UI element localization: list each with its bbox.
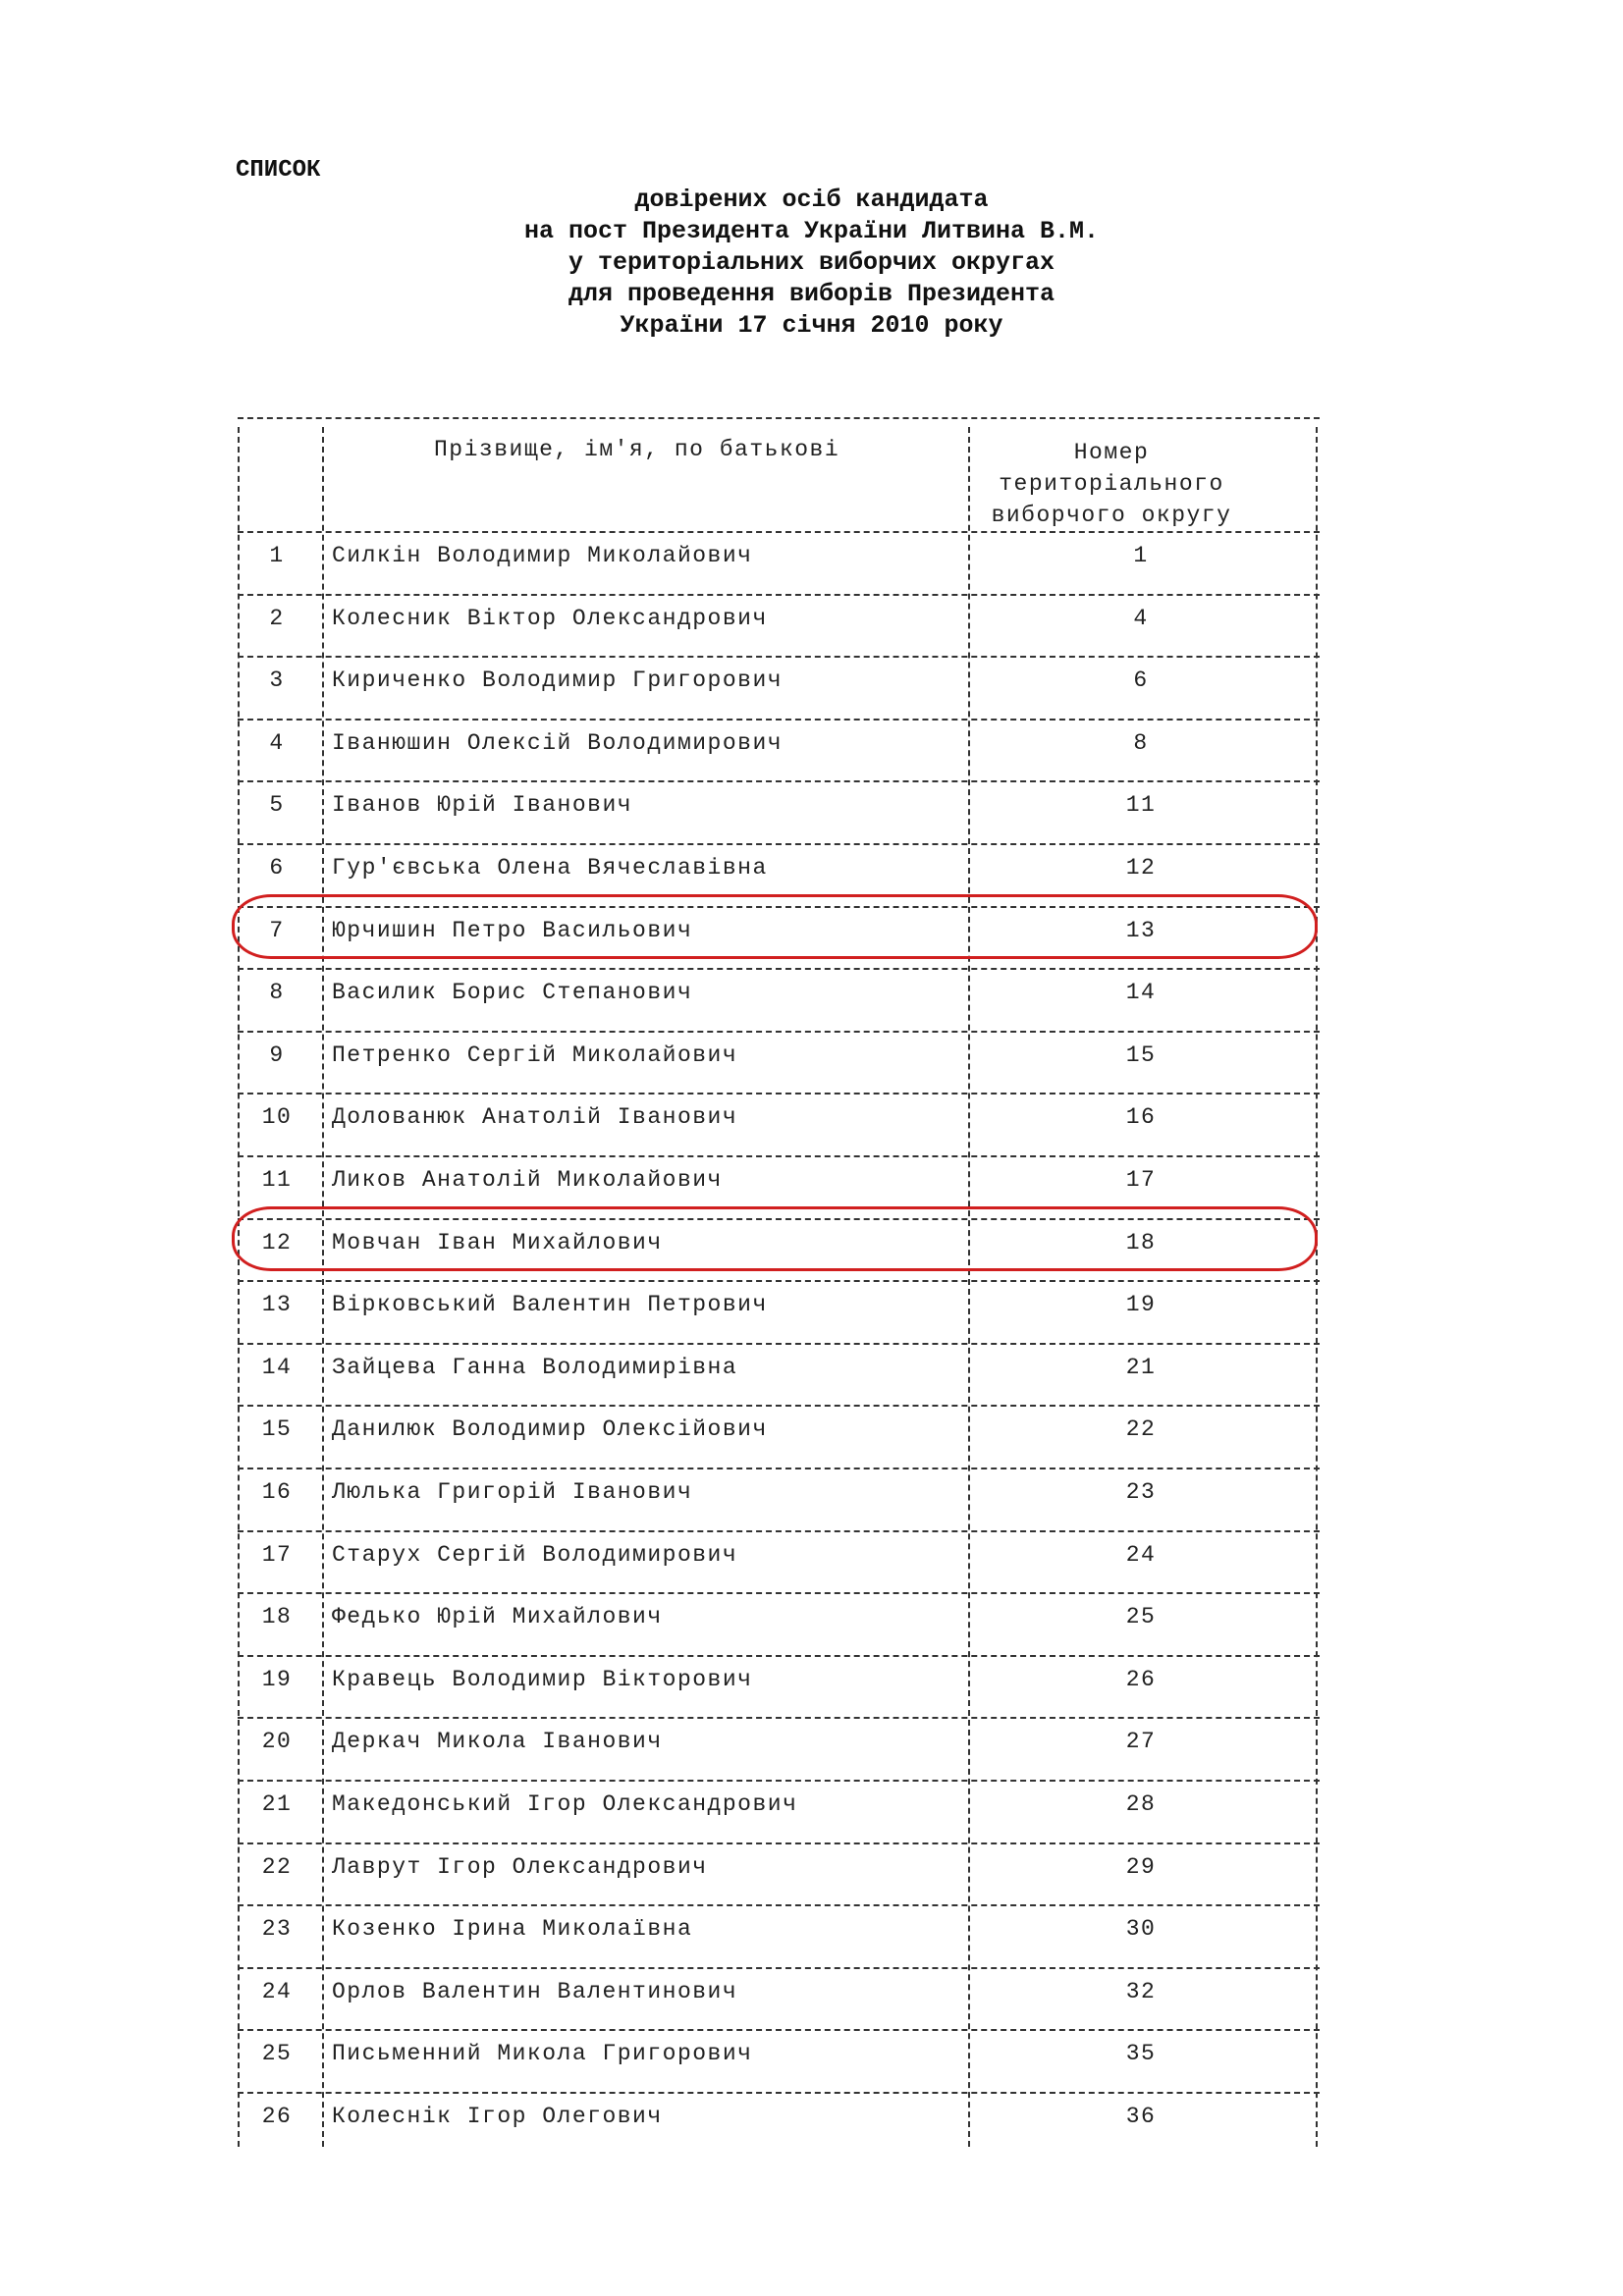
- trustee-name: Лаврут Ігор Олександрович: [332, 1853, 708, 1880]
- table-row: [238, 1292, 1320, 1331]
- trustee-name: Козенко Ірина Миколаївна: [332, 1916, 693, 1943]
- district-number: 32: [1125, 1978, 1157, 2004]
- row-number: 17: [261, 1541, 293, 1568]
- table-row: [238, 1791, 1320, 1831]
- row-divider: [238, 968, 1320, 970]
- district-number: 28: [1125, 1791, 1157, 1817]
- trustee-name: Данилюк Володимир Олексійович: [332, 1416, 768, 1443]
- district-number: 1: [1133, 543, 1149, 568]
- row-divider: [238, 656, 1320, 658]
- table-row: [238, 792, 1320, 831]
- trustee-name: Деркач Микола Іванович: [332, 1729, 663, 1755]
- header-district-line: Номер: [1073, 440, 1150, 465]
- district-number: 8: [1133, 729, 1149, 756]
- district-number: 30: [1125, 1916, 1157, 1943]
- district-number: 15: [1125, 1041, 1157, 1068]
- row-number: 16: [261, 1479, 293, 1505]
- district-number: 4: [1133, 605, 1149, 631]
- row-divider: [238, 2092, 1320, 2094]
- district-number: 6: [1133, 667, 1149, 694]
- trustee-name: Федько Юрій Михайлович: [332, 1604, 663, 1630]
- table-row: [238, 543, 1320, 582]
- table-row: [238, 1416, 1320, 1456]
- district-number: 23: [1125, 1479, 1157, 1505]
- district-number: 19: [1125, 1292, 1157, 1318]
- row-number: 12: [261, 1229, 293, 1255]
- table-row: [238, 1355, 1320, 1394]
- header-district-line: територіального: [999, 471, 1224, 497]
- row-divider: [238, 1904, 1320, 1906]
- table-row: [238, 2104, 1320, 2143]
- row-number: 22: [261, 1853, 293, 1880]
- row-divider: [238, 1280, 1320, 1282]
- row-number: 6: [269, 855, 285, 881]
- header-district: [964, 437, 1259, 531]
- row-number: 7: [269, 917, 285, 943]
- row-divider: [238, 843, 1320, 845]
- trustee-name: Кириченко Володимир Григорович: [332, 667, 784, 694]
- table-row: [238, 730, 1320, 770]
- table-row: [238, 2041, 1320, 2080]
- row-number: 4: [269, 729, 285, 756]
- table-row: [238, 1104, 1320, 1144]
- row-divider: [238, 1592, 1320, 1594]
- trustee-name: Долованюк Анатолій Іванович: [332, 1104, 738, 1131]
- trustee-name: Іванюшин Олексій Володимирович: [332, 729, 784, 756]
- table-row: [238, 855, 1320, 894]
- table-row: [238, 1542, 1320, 1581]
- row-divider: [238, 719, 1320, 721]
- row-divider: [238, 780, 1320, 782]
- district-number: 21: [1125, 1354, 1157, 1380]
- trustee-name: Письменний Микола Григорович: [332, 2041, 753, 2067]
- row-number: 10: [261, 1104, 293, 1131]
- row-number: 1: [269, 543, 285, 568]
- row-divider: [238, 1780, 1320, 1782]
- district-number: 26: [1125, 1666, 1157, 1692]
- district-number: 17: [1125, 1167, 1157, 1193]
- trustee-name: Македонський Ігор Олександрович: [332, 1791, 798, 1817]
- table-row: [238, 1979, 1320, 2018]
- trustee-name: Гур'євська Олена Вячеславівна: [332, 855, 768, 881]
- header-district-line: виборчого округу: [991, 503, 1232, 528]
- row-number: 19: [261, 1666, 293, 1692]
- row-divider: [238, 1842, 1320, 1844]
- row-number: 8: [269, 980, 285, 1006]
- row-number: 25: [261, 2041, 293, 2067]
- table-row: [238, 1042, 1320, 1082]
- row-number: 24: [261, 1978, 293, 2004]
- title-line: України 17 січня 2010 року: [620, 311, 1003, 340]
- table-row: [238, 1854, 1320, 1894]
- row-number: 26: [261, 2104, 293, 2129]
- row-number: 15: [261, 1416, 293, 1443]
- row-divider: [238, 1155, 1320, 1157]
- trustee-name: Петренко Сергій Миколайович: [332, 1041, 738, 1068]
- row-number: 18: [261, 1604, 293, 1630]
- row-divider: [238, 2029, 1320, 2031]
- header-name: Прізвище, ім'я, по батькові: [434, 437, 840, 462]
- row-divider: [238, 1405, 1320, 1407]
- trustee-name: Мовчан Іван Михайлович: [332, 1229, 663, 1255]
- table-row: [238, 1667, 1320, 1706]
- trustee-name: Зайцева Ганна Володимирівна: [332, 1354, 738, 1380]
- trustee-name: Кравець Володимир Вікторович: [332, 1666, 753, 1692]
- trustee-name: Колеснік Ігор Олегович: [332, 2104, 663, 2129]
- title-line: для проведення виборів Президента: [568, 280, 1055, 308]
- district-number: 16: [1125, 1104, 1157, 1131]
- table-row: [238, 1729, 1320, 1768]
- title-line: на пост Президента України Литвина В.М.: [523, 217, 1100, 245]
- row-number: 21: [261, 1791, 293, 1817]
- row-number: 23: [261, 1916, 293, 1943]
- table-row: [238, 980, 1320, 1019]
- row-number: 11: [261, 1167, 293, 1193]
- row-divider: [238, 1655, 1320, 1657]
- row-divider: [238, 1967, 1320, 1969]
- trustee-name: Орлов Валентин Валентинович: [332, 1978, 738, 2004]
- row-number: 5: [269, 792, 285, 819]
- row-divider: [238, 1717, 1320, 1719]
- trustee-name: Старух Сергій Володимирович: [332, 1541, 738, 1568]
- district-number: 18: [1125, 1229, 1157, 1255]
- row-divider: [238, 1530, 1320, 1532]
- table-row: [238, 606, 1320, 645]
- document-title: [0, 185, 1623, 342]
- table-row: [238, 1479, 1320, 1519]
- row-divider: [238, 531, 1320, 533]
- trustee-name: Вірковський Валентин Петрович: [332, 1292, 768, 1318]
- row-number: 9: [269, 1041, 285, 1068]
- district-number: 27: [1125, 1729, 1157, 1755]
- trustee-name: Юрчишин Петро Васильович: [332, 917, 693, 943]
- trustee-name: Іванов Юрій Іванович: [332, 792, 633, 819]
- district-number: 14: [1125, 980, 1157, 1006]
- trustee-name: Силкін Володимир Миколайович: [332, 543, 753, 568]
- district-number: 11: [1125, 792, 1157, 819]
- highlight-oval: [232, 894, 1318, 959]
- row-divider: [238, 1343, 1320, 1345]
- trustee-name: Люлька Григорій Іванович: [332, 1479, 693, 1505]
- district-number: 24: [1125, 1541, 1157, 1568]
- district-number: 12: [1125, 855, 1157, 881]
- row-divider: [238, 594, 1320, 596]
- district-number: 29: [1125, 1853, 1157, 1880]
- district-number: 36: [1125, 2104, 1157, 2129]
- trustee-name: Колесник Віктор Олександрович: [332, 605, 768, 631]
- table-row: [238, 1604, 1320, 1643]
- heading-label: СПИСОК: [236, 157, 321, 184]
- table-top-rule: [238, 417, 1320, 419]
- row-number: 3: [269, 667, 285, 694]
- row-number: 2: [269, 605, 285, 631]
- table-row: [238, 667, 1320, 707]
- table-row: [238, 1916, 1320, 1955]
- row-divider: [238, 1031, 1320, 1033]
- district-number: 13: [1125, 917, 1157, 943]
- row-number: 20: [261, 1729, 293, 1755]
- district-number: 22: [1125, 1416, 1157, 1443]
- district-number: 25: [1125, 1604, 1157, 1630]
- district-number: 35: [1125, 2041, 1157, 2067]
- row-number: 14: [261, 1354, 293, 1380]
- row-divider: [238, 1468, 1320, 1469]
- table-row: [238, 1167, 1320, 1206]
- trustee-name: Василик Борис Степанович: [332, 980, 693, 1006]
- row-number: 13: [261, 1292, 293, 1318]
- title-line: у територіальних виборчих округах: [568, 248, 1055, 277]
- row-divider: [238, 1093, 1320, 1095]
- highlight-oval: [232, 1206, 1318, 1271]
- title-line: довірених осіб кандидата: [634, 186, 989, 214]
- trustee-name: Ликов Анатолій Миколайович: [332, 1167, 723, 1193]
